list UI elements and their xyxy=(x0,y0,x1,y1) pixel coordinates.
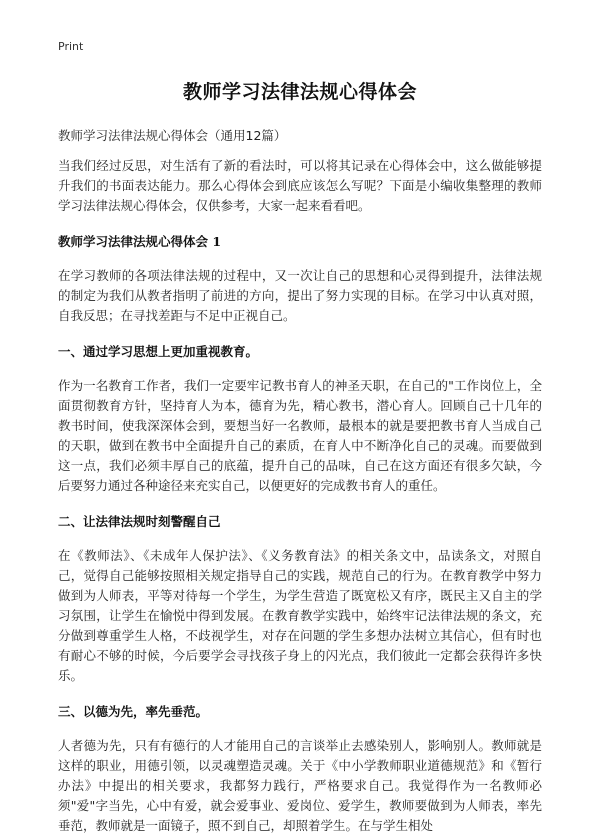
point-2-heading: 二、让法律法规时刻警醒自己 xyxy=(58,514,221,529)
point-1-paragraph: 作为一名教育工作者，我们一定要牢记教书育人的神圣天职，在自己的"工作岗位上，全面贯彻教育方针，坚持育人为本，德育为先，精心教书，潜心育人。回顾自己十几年的教书时间，使我深深体会到，要想当好一名教师，最根本的就是要把教书育人当成自己的天职，做到在教书中全面提升自己的素质，在育人中不断净化自己的灵魂。而要做到这一点，我们必须丰厚自己的底蕴，提升自己的品味，自己在这方面还有很多欠缺，今后要努力通过各种途径来充实自己，以便更好的完成教书育人的重任。 xyxy=(58,378,542,493)
section-1-heading: 教师学习法律法规心得体会 1 xyxy=(58,234,222,249)
document-subtitle: 教师学习法律法规心得体会（通用12篇） xyxy=(58,128,287,143)
document-title: 教师学习法律法规心得体会 xyxy=(182,81,417,103)
point-3-heading: 三、以德为先，率先垂范。 xyxy=(58,704,209,719)
point-1-heading: 一、通过学习思想上更加重视教育。 xyxy=(58,344,259,359)
point-2-paragraph: 在《教师法》、《未成年人保护法》、《义务教育法》的相关条文中，品读条文，对照自己，觉得自己能够按照相关规定指导自己的实践，规范自己的行为。在教育教学中努力做到为人师表，平等对待每一个学生，为学生营造了既宽松又有序，既民主又自主的学习氛围，让学生在愉悦中得到发展。在教育教学实践中，始终牢记法律法规的条文，充分做到尊重学生人格，不歧视学生，对存在问题的学生多想办法树立其信心，但有时也有耐心不够的时候，今后要学会寻找孩子身上的闪光点，我们彼此一定都会获得许多快乐。 xyxy=(58,548,542,683)
point-3-paragraph: 人者德为先，只有有德行的人才能用自己的言谈举止去感染别人，影响别人。教师就是这样的职业，用德引领，以灵魂塑造灵魂。关于《中小学教师职业道德规范》和《暂行办法》中提出的相关要求，我都努力践行，严格要求自己。我觉得作为一名教师必须"爱"字当先，心中有爱，就会爱事业、爱岗位、爱学生，教师要做到为人师表，率先垂范，教师就是一面镜子，照不到自己，却照着学生。在与学生相处 xyxy=(58,738,542,833)
intro-paragraph: 当我们经过反思，对生活有了新的看法时，可以将其记录在心得体会中，这么做能够提升我们的书面表达能力。那么心得体会到底应该怎么写呢？下面是小编收集整理的教师学习法律法规心得体会，仅供参考，大家一起来看看吧。 xyxy=(58,158,542,213)
section-1-paragraph: 在学习教师的各项法律法规的过程中，又一次让自己的思想和心灵得到提升，法律法规的制定为我们从教者指明了前进的方向，提出了努力实现的目标。在学习中认真对照，自我反思；在寻找差距与不足中正视自己。 xyxy=(58,268,542,323)
print-label[interactable]: Print xyxy=(58,40,84,53)
